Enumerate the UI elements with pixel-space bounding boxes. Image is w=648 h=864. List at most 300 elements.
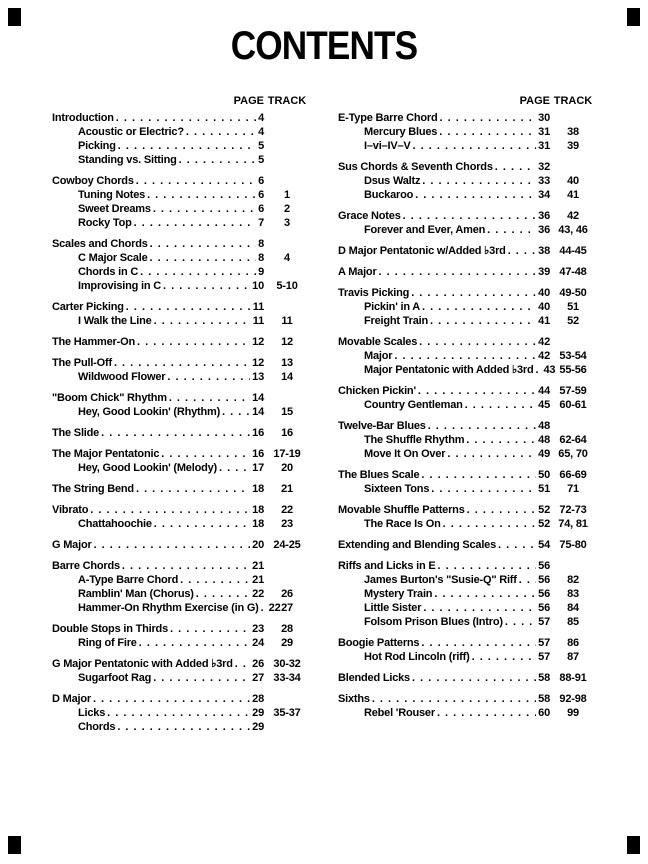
toc-entry	[338, 573, 596, 587]
toc-rows	[52, 111, 310, 734]
entry-page: 48	[538, 434, 550, 446]
dot-leader	[411, 286, 536, 300]
dot-leader	[422, 300, 536, 314]
toc-entry	[338, 650, 596, 664]
toc-entry	[52, 482, 310, 496]
entry-line	[338, 447, 550, 461]
entry-label: G Major Pentatonic with Added ♭3rd	[52, 658, 233, 670]
entry-page: 60	[538, 707, 550, 719]
entry-label: Ring of Fire	[78, 637, 137, 649]
entry-label: Movable Scales	[338, 336, 418, 348]
toc-entry	[52, 461, 310, 475]
entry-label: Boogie Patterns	[338, 637, 420, 649]
entry-label: D Major	[52, 693, 91, 705]
entry-line	[52, 461, 264, 475]
dot-leader	[179, 153, 256, 167]
dot-leader	[117, 720, 250, 734]
entry-label: Buckaroo	[364, 189, 414, 201]
entry-page: 39	[538, 266, 550, 278]
toc-entry	[52, 202, 310, 216]
dot-leader	[466, 433, 536, 447]
entry-label: Hammer-On Rhythm Exercise (in G)	[78, 602, 259, 614]
entry-track: 30-32	[273, 658, 301, 670]
entry-label: The Hammer-On	[52, 336, 135, 348]
entry-track: 85	[567, 616, 579, 628]
entry-page: 5	[258, 140, 264, 152]
toc-entry	[52, 405, 310, 419]
entry-page: 6	[258, 203, 264, 215]
entry-page: 32	[538, 161, 550, 173]
entry-line	[338, 384, 550, 398]
entry-track: 65, 70	[558, 448, 588, 460]
entry-label: Move It On Over	[364, 448, 446, 460]
entry-track	[550, 160, 596, 174]
entry-line	[338, 573, 550, 587]
entry-line	[338, 538, 550, 552]
dot-leader	[170, 622, 250, 636]
entry-page: 48	[538, 420, 550, 432]
entry-track: 3	[284, 217, 290, 229]
entry-label: Mystery Train	[364, 588, 433, 600]
entry-track	[264, 111, 310, 125]
dot-leader	[167, 370, 250, 384]
entry-track: 86	[567, 637, 579, 649]
entry-line	[338, 706, 550, 720]
entry-track: 5-10	[276, 280, 298, 292]
dot-leader	[101, 426, 250, 440]
entry-track: 57-59	[559, 385, 587, 397]
entry-page: 54	[538, 539, 550, 551]
entry-track: 49-50	[559, 287, 587, 299]
toc-entry	[52, 265, 310, 279]
entry-line	[338, 559, 550, 573]
entry-line	[338, 601, 550, 615]
entry-page: 9	[258, 266, 264, 278]
entry-page: 12	[252, 336, 264, 348]
toc-entry	[52, 153, 310, 167]
entry-line	[52, 391, 264, 405]
toc-entry	[338, 587, 596, 601]
toc-entry	[52, 622, 310, 636]
dot-leader	[116, 111, 256, 125]
entry-label: C Major Scale	[78, 252, 148, 264]
entry-label: Chattahoochie	[78, 518, 152, 530]
entry-line	[52, 265, 264, 279]
toc-entry	[338, 300, 596, 314]
entry-label: The Race Is On	[364, 518, 441, 530]
toc-entry	[52, 111, 310, 125]
entry-track: 62-64	[559, 434, 587, 446]
entry-line	[52, 671, 264, 685]
entry-track	[264, 125, 310, 139]
entry-line	[52, 559, 264, 573]
entry-label: G Major	[52, 539, 92, 551]
entry-track: 71	[567, 483, 579, 495]
toc-entry	[52, 573, 310, 587]
entry-line	[338, 286, 550, 300]
dot-leader	[154, 517, 250, 531]
dot-leader	[495, 160, 536, 174]
dot-leader	[472, 650, 537, 664]
entry-page: 14	[252, 392, 264, 404]
entry-page: 44	[538, 385, 550, 397]
entry-track: 33-34	[273, 672, 301, 684]
entry-track	[264, 174, 310, 188]
entry-label: A-Type Barre Chord	[78, 574, 179, 586]
dot-leader	[122, 559, 250, 573]
entry-line	[338, 587, 550, 601]
entry-track: 51	[567, 301, 579, 313]
entry-page: 36	[538, 210, 550, 222]
entry-page: 16	[252, 427, 264, 439]
entry-label: Pickin' in A	[364, 301, 421, 313]
entry-page: 52	[538, 504, 550, 516]
dot-leader	[443, 517, 536, 531]
dot-leader	[437, 559, 536, 573]
entry-label: D Major Pentatonic w/Added ♭3rd	[338, 245, 506, 257]
entry-track: 42	[567, 210, 579, 222]
entry-line	[338, 223, 550, 237]
entry-line	[52, 587, 264, 601]
entry-line	[52, 111, 264, 125]
entry-track: 17-19	[273, 448, 301, 460]
dot-leader	[403, 209, 537, 223]
entry-label: Hot Rod Lincoln (riff)	[364, 651, 470, 663]
entry-track: 92-98	[559, 693, 587, 705]
entry-label: Chords in C	[78, 266, 139, 278]
entry-label: Standing vs. Sitting	[78, 154, 177, 166]
toc-entry	[52, 216, 310, 230]
dot-leader	[519, 573, 536, 587]
entry-page: 5	[258, 154, 264, 166]
dot-leader	[235, 657, 250, 671]
entry-label: Travis Picking	[338, 287, 410, 299]
dot-leader	[447, 447, 536, 461]
toc-entry	[52, 370, 310, 384]
toc-entry	[338, 706, 596, 720]
entry-label: The Slide	[52, 427, 100, 439]
dot-leader	[150, 251, 257, 265]
entry-label: Chords	[78, 721, 116, 733]
entry-track: 83	[567, 588, 579, 600]
entry-label: Double Stops in Thirds	[52, 623, 168, 635]
toc-entry	[52, 188, 310, 202]
dot-leader	[421, 636, 536, 650]
entry-line	[338, 503, 550, 517]
entry-page: 52	[538, 518, 550, 530]
entry-line	[52, 636, 264, 650]
toc-entry	[338, 419, 596, 433]
entry-line	[52, 573, 264, 587]
entry-page: 6	[258, 189, 264, 201]
entry-line	[52, 202, 264, 216]
toc-entry	[338, 314, 596, 328]
entry-label: Licks	[78, 707, 106, 719]
entry-page: 11	[252, 315, 264, 327]
entry-page: 29	[252, 707, 264, 719]
dot-leader	[419, 335, 536, 349]
entry-track: 53-54	[559, 350, 587, 362]
entry-page: 4	[258, 126, 264, 138]
page-title: CONTENTS	[230, 24, 418, 68]
entry-track: 28	[281, 623, 293, 635]
entry-line	[52, 370, 264, 384]
toc-entry	[52, 391, 310, 405]
entry-label: I Walk the Line	[78, 315, 152, 327]
entry-label: E-Type Barre Chord	[338, 112, 438, 124]
entry-track: 26	[281, 588, 293, 600]
entry-label: Hey, Good Lookin' (Rhythm)	[78, 406, 221, 418]
entry-line	[338, 335, 550, 349]
toc-entry	[338, 160, 596, 174]
entry-track	[264, 153, 310, 167]
entry-label: "Boom Chick" Rhythm	[52, 392, 167, 404]
entry-page: 56	[538, 588, 550, 600]
entry-label: Chicken Pickin'	[338, 385, 416, 397]
dot-leader	[139, 636, 250, 650]
entry-label: The Major Pentatonic	[52, 448, 160, 460]
entry-label: Grace Notes	[338, 210, 401, 222]
entry-page: 36	[538, 224, 550, 236]
column-header	[52, 94, 310, 108]
entry-line	[338, 419, 550, 433]
crop-mark-top-left	[8, 8, 21, 26]
dot-leader	[498, 538, 536, 552]
entry-label: The Blues Scale	[338, 469, 420, 481]
entry-line	[52, 335, 264, 349]
toc-entry	[52, 720, 310, 734]
dot-leader	[437, 706, 536, 720]
toc-entry	[52, 538, 310, 552]
entry-line	[338, 692, 550, 706]
entry-track	[264, 265, 310, 279]
entry-label: Sugarfoot Rag	[78, 672, 152, 684]
toc-entry	[338, 447, 596, 461]
toc-entry	[338, 468, 596, 482]
entry-line	[338, 265, 550, 279]
entry-page: 17	[252, 462, 264, 474]
toc-entry	[52, 356, 310, 370]
entry-label: A Major	[338, 266, 377, 278]
entry-line	[338, 398, 550, 412]
toc-entry	[52, 657, 310, 671]
entry-label: Scales and Chords	[52, 238, 148, 250]
entry-label: Introduction	[52, 112, 114, 124]
entry-track	[264, 720, 310, 734]
entry-line	[338, 125, 550, 139]
entry-page: 57	[538, 637, 550, 649]
toc-entry	[338, 244, 596, 258]
entry-page: 38	[538, 245, 550, 257]
entry-line	[52, 405, 264, 419]
dot-leader	[428, 419, 536, 433]
dot-leader	[140, 265, 256, 279]
entry-page: 22	[268, 602, 281, 614]
entry-label: Rocky Top	[78, 217, 132, 229]
entry-line	[338, 314, 550, 328]
entry-label: Extending and Blending Scales	[338, 539, 497, 551]
entry-track: 75-80	[559, 539, 587, 551]
entry-line	[338, 615, 550, 629]
dot-leader	[413, 139, 537, 153]
dot-leader	[422, 174, 536, 188]
dot-leader	[430, 314, 536, 328]
entry-label: Acoustic or Electric?	[78, 126, 184, 138]
entry-track	[264, 237, 310, 251]
toc-entry	[338, 398, 596, 412]
entry-track: 2	[284, 203, 290, 215]
entry-page: 7	[258, 217, 264, 229]
dot-leader	[219, 461, 250, 475]
toc-entry	[338, 503, 596, 517]
entry-track	[550, 335, 596, 349]
entry-line	[52, 356, 264, 370]
entry-page: 8	[258, 252, 264, 264]
entry-track	[264, 300, 310, 314]
entry-line	[338, 650, 550, 664]
entry-page: 40	[538, 287, 550, 299]
toc-entry	[338, 482, 596, 496]
dot-leader	[90, 503, 250, 517]
dot-leader	[180, 573, 250, 587]
entry-label: Forever and Ever, Amen	[364, 224, 486, 236]
entry-label: Sweet Dreams	[78, 203, 151, 215]
entry-track	[550, 419, 596, 433]
entry-line	[338, 363, 556, 377]
dot-leader	[412, 671, 536, 685]
dot-leader	[134, 216, 256, 230]
entry-page: 14	[252, 406, 264, 418]
toc-entry	[52, 139, 310, 153]
entry-line	[338, 300, 550, 314]
entry-track: 52	[567, 315, 579, 327]
entry-line	[338, 433, 550, 447]
dot-leader	[136, 174, 256, 188]
dot-leader	[161, 447, 250, 461]
toc-entry	[338, 174, 596, 188]
toc-entry	[338, 125, 596, 139]
entry-line	[338, 160, 550, 174]
toc-column-left	[52, 94, 310, 734]
dot-leader	[107, 706, 250, 720]
toc-entry	[52, 125, 310, 139]
entry-track: 14	[281, 371, 293, 383]
entry-line	[52, 538, 264, 552]
entry-track: 44-45	[559, 245, 587, 257]
entry-line	[338, 174, 550, 188]
entry-track: 23	[281, 518, 293, 530]
entry-line	[52, 279, 264, 293]
entry-line	[52, 720, 264, 734]
toc-rows	[338, 111, 596, 720]
entry-line	[338, 468, 550, 482]
entry-label: Blended Licks	[338, 672, 410, 684]
toc-entry	[338, 636, 596, 650]
title-wrap	[0, 0, 648, 66]
toc-column-right	[338, 94, 596, 734]
entry-label: Major	[364, 350, 393, 362]
toc-entry	[338, 111, 596, 125]
toc-entry	[52, 692, 310, 706]
dot-leader	[118, 139, 256, 153]
entry-label: I–vi–IV–V	[364, 140, 411, 152]
entry-page: 11	[252, 301, 264, 313]
track-header-label: TRACK	[553, 95, 593, 107]
entry-label: The Shuffle Rhythm	[364, 434, 465, 446]
entry-line	[52, 251, 264, 265]
entry-line	[52, 300, 264, 314]
entry-track: 87	[567, 651, 579, 663]
entry-track: 47-48	[559, 266, 587, 278]
entry-page: 21	[252, 560, 264, 572]
dot-leader	[467, 503, 537, 517]
dot-leader	[147, 188, 256, 202]
entry-line	[338, 482, 550, 496]
toc-entry	[338, 559, 596, 573]
entry-label: Twelve-Bar Blues	[338, 420, 426, 432]
dot-leader	[137, 335, 250, 349]
toc-entry	[338, 384, 596, 398]
entry-label: Mercury Blues	[364, 126, 438, 138]
entry-track: 13	[281, 357, 293, 369]
entry-label: Major Pentatonic with Added ♭3rd	[364, 364, 534, 376]
toc-entry	[52, 174, 310, 188]
dot-leader	[186, 125, 256, 139]
entry-track	[264, 692, 310, 706]
toc-entry	[338, 139, 596, 153]
entry-line	[52, 706, 264, 720]
toc-entry	[338, 188, 596, 202]
entry-page: 31	[538, 140, 550, 152]
entry-line	[52, 174, 264, 188]
entry-label: Dsus Waltz	[364, 175, 421, 187]
entry-track: 35-37	[273, 707, 301, 719]
entry-page: 40	[538, 301, 550, 313]
toc-entry	[52, 587, 310, 601]
entry-page: 58	[538, 693, 550, 705]
entry-label: Country Gentleman	[364, 399, 463, 411]
dot-leader	[136, 482, 250, 496]
dot-leader	[394, 349, 536, 363]
entry-track: 27	[281, 602, 293, 614]
entry-line	[52, 601, 281, 615]
toc-entry	[52, 314, 310, 328]
entry-track: 24-25	[273, 539, 301, 551]
dot-leader	[93, 692, 250, 706]
dot-leader	[154, 314, 251, 328]
entry-track	[264, 391, 310, 405]
track-header-label: TRACK	[267, 95, 307, 107]
entry-line	[338, 636, 550, 650]
entry-page: 42	[538, 350, 550, 362]
entry-page: 27	[252, 672, 264, 684]
entry-line	[52, 517, 264, 531]
entry-line	[52, 622, 264, 636]
entry-page: 49	[538, 448, 550, 460]
entry-line	[52, 482, 264, 496]
entry-track: 38	[567, 126, 579, 138]
entry-label: Tuning Notes	[78, 189, 146, 201]
entry-label: Folsom Prison Blues (Intro)	[364, 616, 503, 628]
entry-track: 72-73	[559, 504, 587, 516]
page-header-label: PAGE	[519, 95, 550, 107]
dot-leader	[379, 265, 537, 279]
dot-leader	[196, 587, 250, 601]
entry-label: Rebel 'Rouser	[364, 707, 435, 719]
crop-mark-top-right	[627, 8, 640, 26]
entry-label: Sus Chords & Seventh Chords	[338, 161, 493, 173]
entry-page: 20	[252, 539, 264, 551]
